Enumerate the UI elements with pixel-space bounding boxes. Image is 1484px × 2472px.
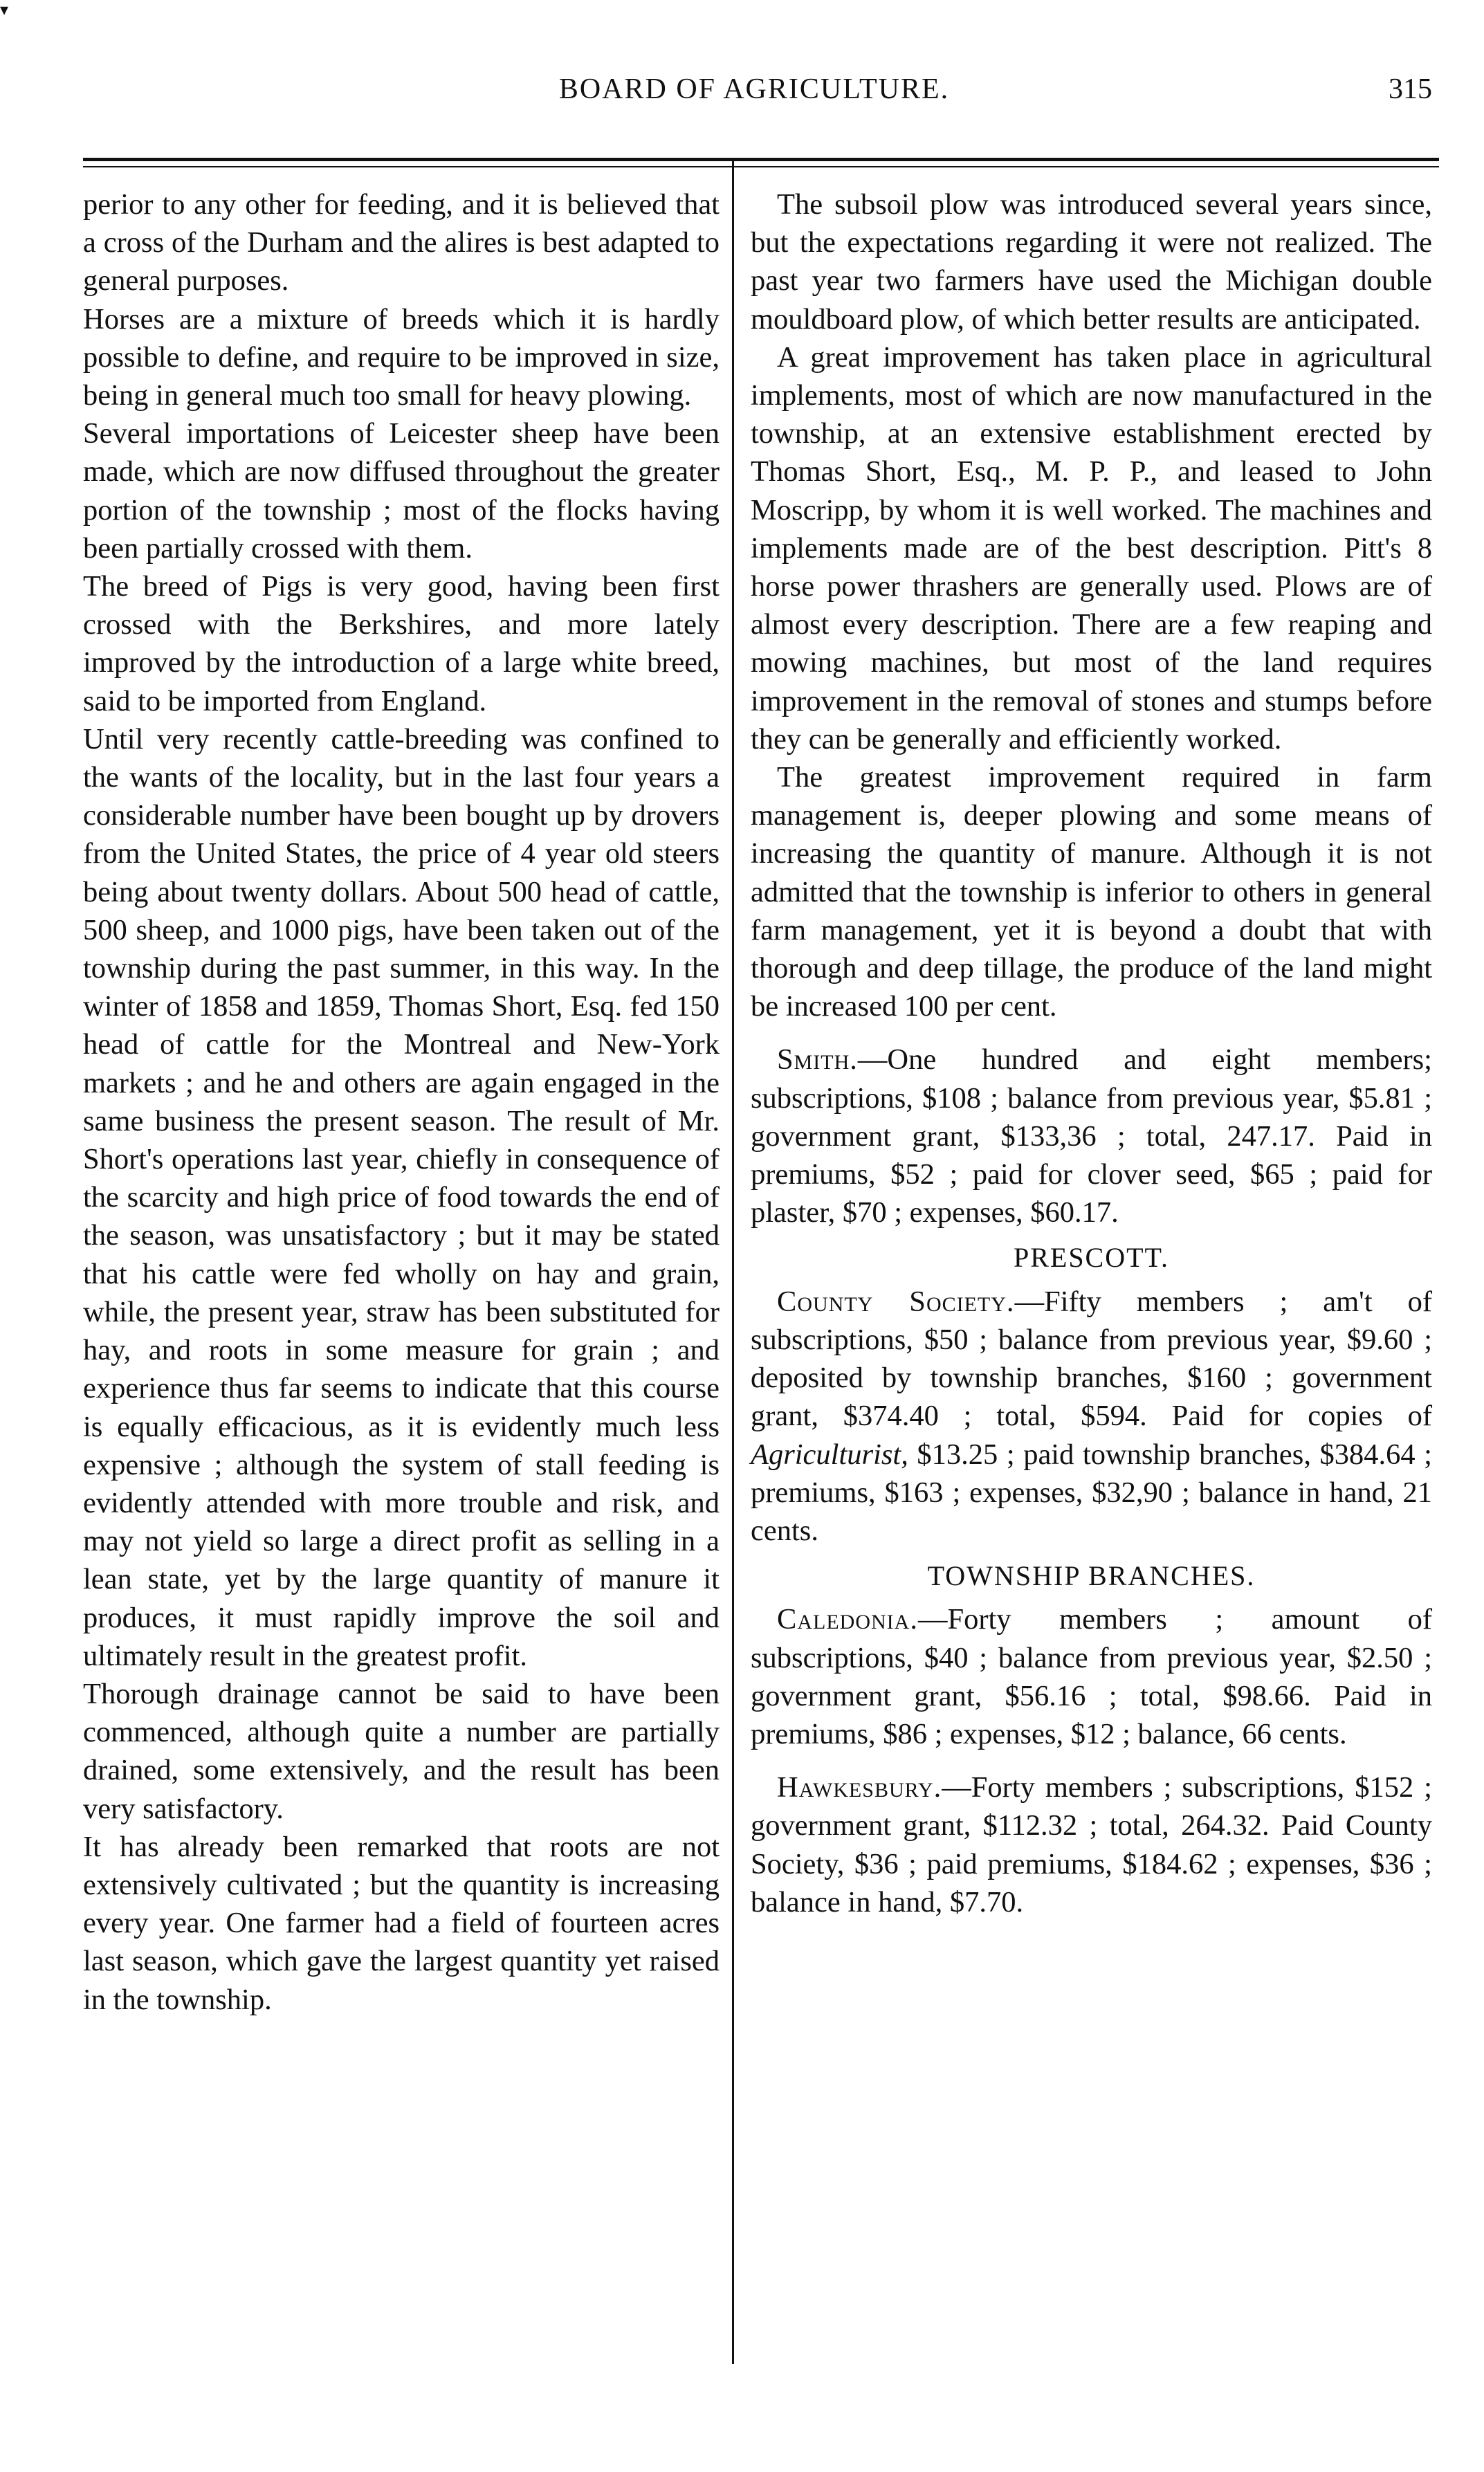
left-column xyxy=(83,185,720,2019)
paragraph: The subsoil plow was introduced several years since, but the expectations regarding it were not realized. The past year two farmers have used the Michigan double mouldboard plow, of which better results are anticipated. xyxy=(751,188,1432,336)
paragraph: A great improvement has taken place in agricultural implements, most of which are now manufactured in the township, at an extensive establishment erected by Thomas Short, Esq., M. P. P., and leased to John Moscripp, by whom it is well worked. The machines and implements made are of the best description. Pitt's 8 horse power thrashers are generally used. Plows are of almost every description. There are a few reaping and mowing machines, but most of the land requires improvement in the removal of stones and stumps before they can be generally and efficiently worked. xyxy=(751,340,1432,756)
entry-name: County Society. xyxy=(777,1285,1015,1318)
section-heading: PRESCOTT. xyxy=(1013,1242,1170,1274)
entry-name: Caledonia. xyxy=(777,1603,918,1636)
paragraph: Thorough drainage cannot be said to have been commenced, although quite a number are partially drained, some extensively, and the result has been very satisfactory. xyxy=(83,1677,720,1825)
publication-title: Agriculturist, xyxy=(751,1438,908,1471)
county-society-entry xyxy=(751,1283,1432,1550)
running-title: BOARD OF AGRICULTURE. xyxy=(558,73,950,105)
entry-text: —Fifty members ; am't of subscriptions, $50 ; balance from previous year, $9.60 ; deposited by township branches, $160 ; government grant, $374.40 ; total, $594. Paid for copies of xyxy=(751,1285,1432,1433)
paragraph: Several importations of Leicester sheep have been made, which are now diffused throughout the greater portion of the township ; most of the flocks having been partially crossed with them. xyxy=(83,417,720,565)
paragraph: Horses are a mixture of breeds which it is hardly possible to define, and require to be improved in size, being in general much too small for heavy plowing. xyxy=(83,302,720,412)
column-divider xyxy=(732,161,734,2364)
paragraph: It has already been remarked that roots are not extensively cultivated ; but the quantity is increasing every year. One farmer had a field of fourteen acres last season, which gave the largest quantity yet raised in the township. xyxy=(83,1830,720,2016)
hawkesbury-entry xyxy=(751,1768,1432,1921)
paragraph: Until very recently cattle-breeding was confined to the wants of the locality, but in the last four years a considerable number have been bought up by drovers from the United States, the price of 4 year old steers being about twenty dollars. About 500 head of cattle, 500 sheep, and 1000 pigs, have been taken out of the township during the past summer, in this way. In the winter of 1858 and 1859, Thomas Short, Esq. fed 150 head of cattle for the Montreal and New-York markets ; and he and others are again engaged in the same business the present season. The result of Mr. Short's operations last year, chiefly in consequence of the scarcity and high price of food towards the end of the season, was unsatisfactory ; but it may be stated that his cattle were fed wholly on hay and grain, while, the present year, straw has been substituted for hay, and roots in some measure for grain ; and experience thus far seems to indicate that this course is equally efficacious, as it is evidently much less expensive ; although the system of stall feeding is evidently attended with more trouble and risk, and may not yield so large a direct profit as selling in a lean state, yet by the large quantity of manure it produces, it must rapidly improve the soil and ultimately result in the greatest profit. xyxy=(83,722,720,1672)
entry-text: —Forty members ; subscriptions, $152 ; government grant, $112.32 ; total, 264.32. Paid County Society, $36 ; paid premiums, $184.62 ; expenses, $36 ; balance in hand, $7.70. xyxy=(751,1771,1432,1919)
entry-text: —Forty members ; amount of subscriptions, $40 ; balance from previous year, $2.50 ; government grant, $56.16 ; total, $98.66. Paid in premiums, $86 ; expenses, $12 ; balance, 66 cents. xyxy=(751,1603,1432,1750)
paragraph: perior to any other for feeding, and it is believed that a cross of the Durham and the alires is best adapted to general purposes. xyxy=(83,188,720,297)
paragraph: The greatest improvement required in farm management is, deeper plowing and some means of increasing the quantity of manure. Although it is not admitted that the township is inferior to others in general farm management, yet it is beyond a doubt that with thorough and deep tillage, the produce of the land might be increased 100 per cent. xyxy=(751,761,1432,1023)
caledonia-entry xyxy=(751,1600,1432,1753)
margin-mark: ▾ xyxy=(0,1,9,19)
running-header xyxy=(76,66,1432,114)
entry-text: —One hundred and eight members; subscriptions, $108 ; balance from previous year, $5.81 ; government grant, $133,36 ; total, 247.17. Paid in premiums, $52 ; paid for clover seed, $65 ; paid for plaster, $70 ; expenses, $60.17. xyxy=(751,1043,1432,1229)
page-number: 315 xyxy=(1389,73,1432,105)
header-rule-thin xyxy=(83,166,1439,167)
entry-text-continued: $13.25 ; paid township branches, $384.64 ; premiums, $163 ; expenses, $32,90 ; balance in hand, 21 cents. xyxy=(751,1438,1432,1547)
section-heading: TOWNSHIP BRANCHES. xyxy=(927,1560,1256,1592)
paragraph: The breed of Pigs is very good, having been first crossed with the Berkshires, and more lately improved by the introduction of a large white breed, said to be imported from England. xyxy=(83,570,720,717)
entry-name: Hawkesbury. xyxy=(777,1771,942,1804)
entry-name: Smith. xyxy=(777,1043,858,1077)
right-column xyxy=(751,185,1432,1921)
header-rule-thick xyxy=(83,158,1439,161)
smith-entry xyxy=(751,1041,1432,1232)
